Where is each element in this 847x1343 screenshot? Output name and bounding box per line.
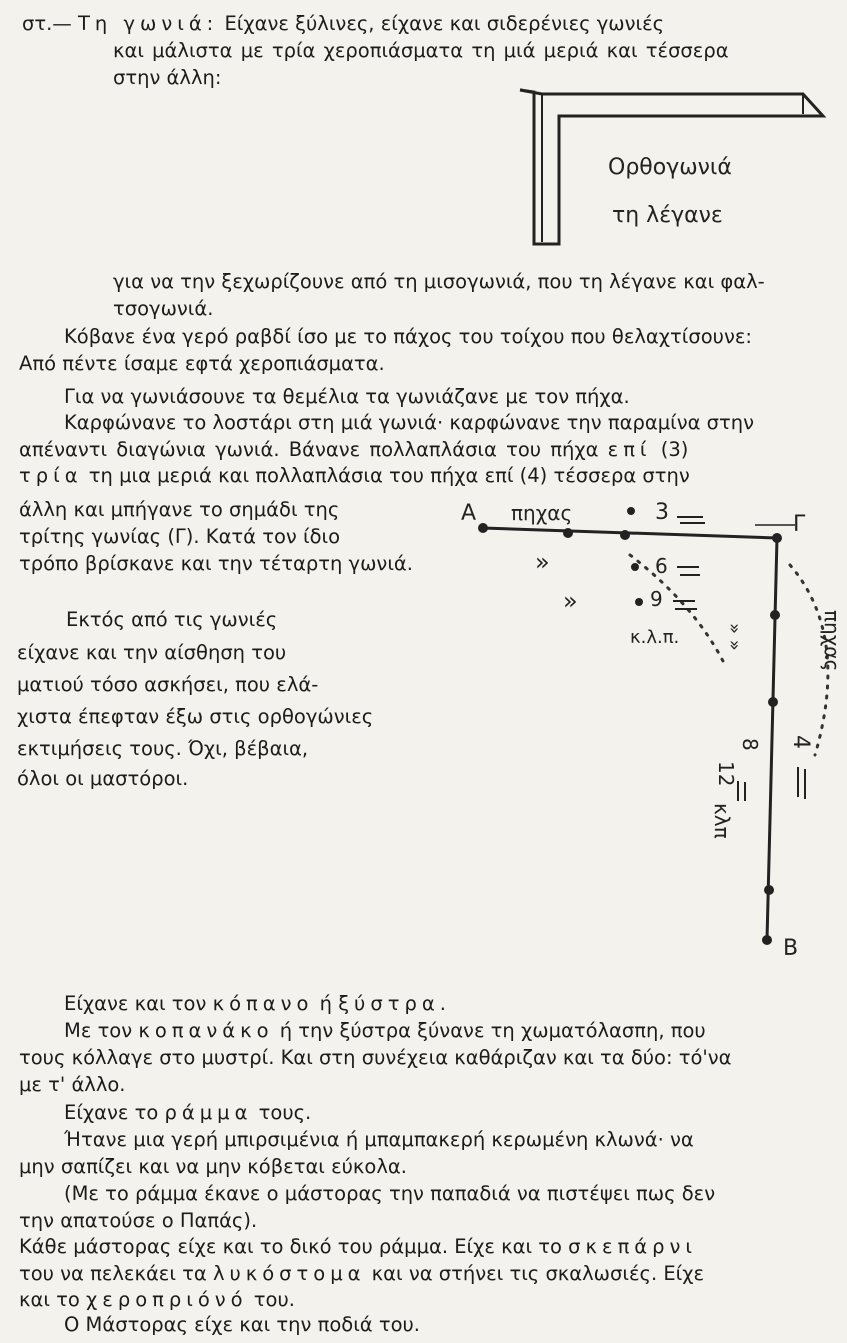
nail-line-2a: απέναντι διαγώνια γωνιά. Βάνανε πολλαπλάσια του πήχα (19, 438, 608, 461)
dot-v1 (770, 610, 780, 620)
dot-v2 (768, 697, 778, 707)
term-kopanakos: κοπανάκο (138, 1019, 274, 1042)
skeparni-line-1 (19, 1233, 697, 1260)
skeparni-f: και το (19, 1288, 87, 1311)
label-klp-top: κ.λ.π. (630, 627, 680, 648)
ramma-a: Είχανε το (64, 1101, 165, 1124)
term-kopanos: κόπανο (212, 992, 314, 1015)
klona-line-2: μην σαπίζει και να μην κόβεται εύκολα. (19, 1155, 407, 1178)
rod-line-2: Από πέντε ίσαμε εφτά χεροπιάσματα. (19, 352, 385, 375)
eye-line-4: χιστα έπεφταν έξω στις ορθογώνιες (17, 705, 374, 728)
after-fig1-line-1: για να την ξεχωρίζουνε από τη μισογωνιά, που τη λέγανε και φαλ- (113, 270, 765, 293)
term-lykostoma: λυκόστομα (212, 1262, 366, 1285)
figure-orthogonia (520, 82, 830, 257)
term-ramma: ράμμα (164, 1101, 253, 1124)
term-xystra: ξύστρα (338, 992, 440, 1015)
label-4: 4 (788, 735, 813, 749)
label-klp-vert: κλπ (710, 803, 734, 839)
label-9: 9 (650, 587, 663, 611)
papas-line-1: (Με το ράμμα έκανε ο μάστορας την παπαδιά να πιστέψει πως δεν (64, 1182, 716, 1205)
eye-line-5: εκτιμήσεις τους. Όχι, βέβαια, (17, 737, 309, 760)
skeparni-h: του. (247, 1288, 295, 1311)
eye-line-1: Εκτός από τις γωνιές (66, 608, 278, 631)
intro-line-1: Είχανε ξύλινες, είχανε και σιδερένιες γωνιές (218, 12, 665, 35)
nail-line-2c: (3) (651, 438, 689, 461)
quotes-small: » » (724, 623, 745, 651)
label-b: Β (783, 936, 799, 961)
kopanos-a: Είχανε και τον (64, 992, 213, 1015)
term-cheroprioni: χεροπριόνό (86, 1288, 248, 1311)
figure-pichi-diagram (455, 495, 844, 961)
kopanaki-a: Με τον (64, 1019, 139, 1042)
nail-line-2 (19, 436, 688, 463)
quote-1: » (535, 548, 550, 576)
label-g: Γ (793, 512, 806, 537)
skeparni-a: Κάθε μάστορας είχε και το δικό του ράμμα. Είχε και το (19, 1235, 569, 1258)
nail-line-6: τρόπο βρίσκανε και την τέταρτη γωνιά. (19, 552, 413, 575)
nail-line-5: τρίτης γωνίας (Γ). Κατά τον ίδιο (19, 525, 341, 548)
kopanos-line (64, 990, 446, 1017)
kopanaki-line-3: με τ' άλλο. (19, 1073, 126, 1096)
eye-line-3: ματιού τόσο ασκήσει, που ελά- (17, 673, 319, 696)
point-b-dot (762, 935, 772, 945)
after-fig1-line-2: τσογωνιά. (113, 297, 214, 320)
eye-line-6: όλοι οι μαστόροι. (17, 767, 189, 790)
skeparni-line-2 (19, 1260, 704, 1287)
term-tria: τρία (19, 464, 83, 487)
dot-3 (627, 507, 635, 515)
podia-line: Ο Μάστορας είχε και την ποδιά του. (64, 1313, 421, 1336)
nail-line-4: άλλη και μπήγανε το σημάδι της (19, 498, 340, 521)
intro-line-2: και μάλιστα με τρία χεροπιάσματα τη μιά μεριά και τέσσερα (113, 39, 729, 62)
nail-line-1: Καρφώνανε το λοστάρι στη μιά γωνιά· καρφώνανε την παραμίνα στην (64, 411, 754, 434)
label-pichas-right: πηχας (820, 610, 844, 672)
label-6: 6 (655, 554, 668, 578)
dot-h2 (620, 530, 630, 540)
intro-line-3: στην άλλη: (113, 66, 222, 89)
section-label: στ.— (22, 12, 78, 35)
label-12: 12 (714, 761, 738, 787)
label-3: 3 (655, 500, 669, 525)
kopanaki-line-2: τους κόλλαγε στο μυστρί. Και στη συνέχεια καθάριζαν και τα δύο: τό'να (19, 1046, 732, 1069)
tick-marks (673, 517, 805, 801)
kopanaki-c: ή την ξύστρα ξύνανε τη χωματόλασπη, που (273, 1019, 706, 1042)
pichi-line: Για να γωνιάσουνε τα θεμέλια τα γωνιάζανε με τον πήχα. (64, 385, 630, 408)
rod-line-1: Κόβανε ένα γερό ραβδί ίσο με το πάχος του τοίχου που θελαχτίσουνε: (64, 325, 752, 348)
term-epi: επί (607, 438, 652, 461)
line-a-g (483, 528, 777, 538)
kopanos-e: . (439, 992, 446, 1015)
line-g-b (767, 538, 777, 940)
eye-line-2: είχανε και την αίσθηση του (17, 641, 287, 664)
ramma-c: τους. (252, 1101, 312, 1124)
klona-line-1: Ήτανε μια γερή μπιρσιμένια ή μπαμπακερή κερωμένη κλωνά· να (64, 1128, 694, 1151)
label-pichas-top: πηχας (511, 501, 573, 525)
fig1-caption-1: Ορθογωνιά (608, 155, 732, 180)
papas-line-2: την απατούσε ο Παπάς). (19, 1209, 258, 1232)
fig1-caption-2: τη λέγανε (612, 203, 723, 228)
dot-v3 (764, 885, 774, 895)
point-a-dot (478, 523, 488, 533)
nail-line-3b: τη μια μεριά και πολλαπλάσια του πήχα επί (4) τέσσερα στην (82, 464, 690, 487)
nail-line-3 (19, 462, 690, 489)
term-skeparni: σκεπάρνι (568, 1235, 698, 1258)
label-8: 8 (738, 738, 762, 751)
kopanos-c: ή (313, 992, 339, 1015)
dot-9 (635, 598, 643, 606)
label-a: Α (461, 501, 477, 526)
point-g-dot (772, 533, 782, 543)
skeparni-line-3 (19, 1286, 295, 1313)
dot-6 (631, 563, 639, 571)
quote-2: » (563, 587, 578, 615)
kopanaki-line-1 (64, 1017, 706, 1044)
skeparni-c: του να πελεκάει τα (19, 1262, 213, 1285)
skeparni-e: και να στήνει τις σκαλωσιές. Είχε (365, 1262, 705, 1285)
dot-h1 (563, 528, 573, 538)
term-gonia: Τη γωνιά: (78, 12, 219, 35)
ramma-line (64, 1099, 311, 1126)
section-label-line (22, 10, 664, 37)
